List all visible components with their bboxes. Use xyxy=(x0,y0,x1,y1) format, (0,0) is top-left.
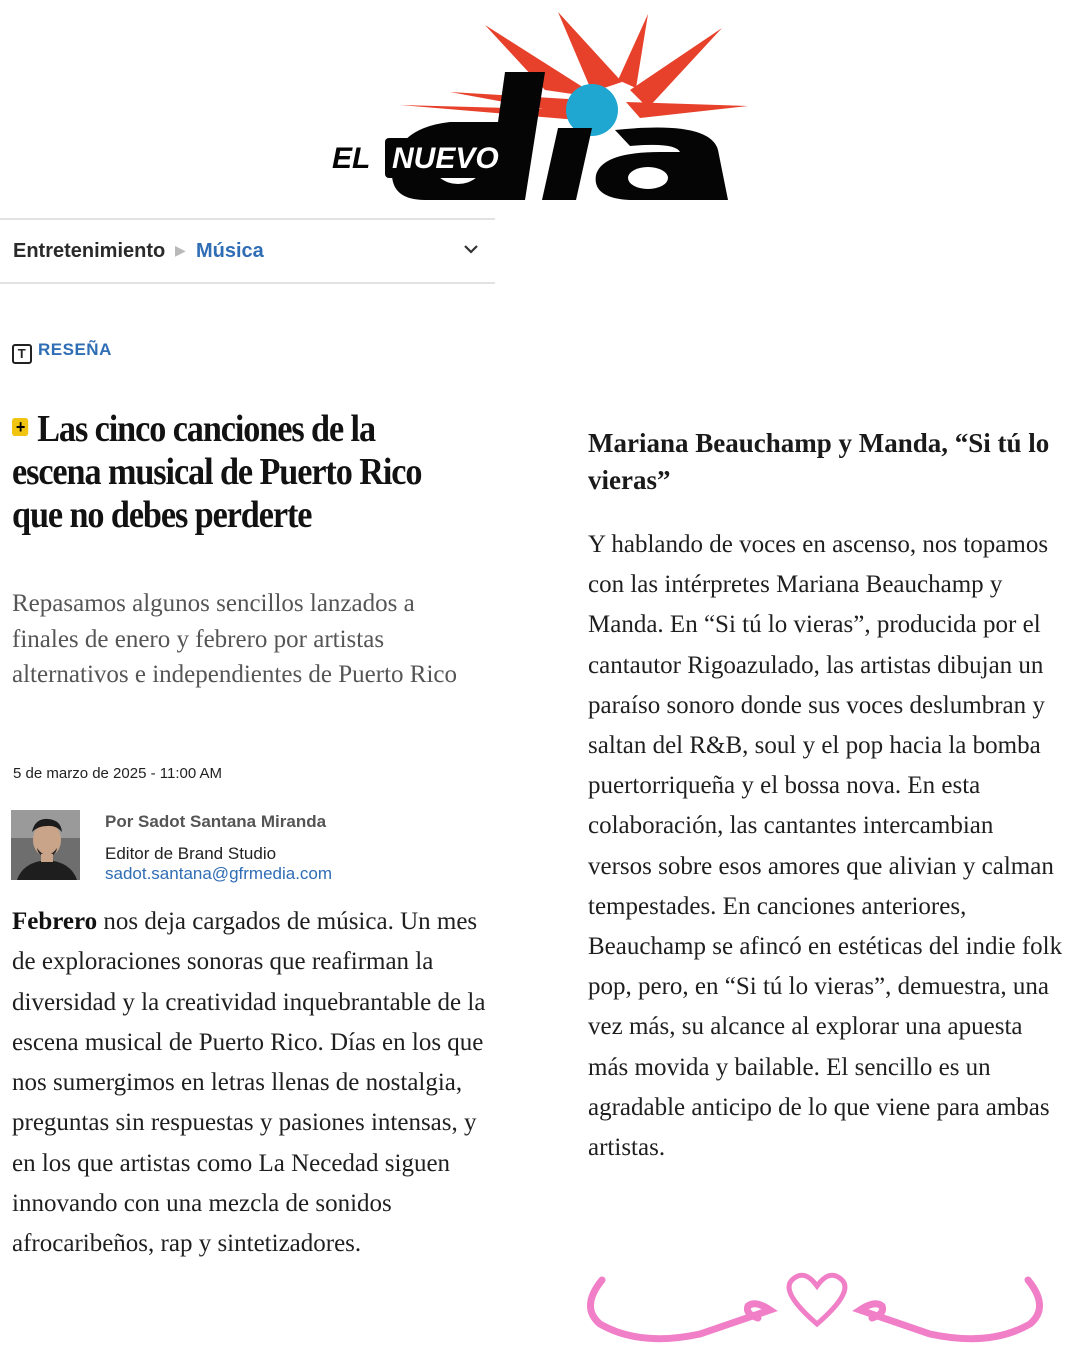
breadcrumb-separator-icon: ▶ xyxy=(175,242,186,258)
article-headline xyxy=(12,408,444,537)
breadcrumb xyxy=(0,218,495,284)
headline-text: Las cinco canciones de la escena musical de Puerto Rico que no debes perderte xyxy=(12,408,422,536)
author-email-link[interactable]: sadot.santana@gfrmedia.com xyxy=(105,864,333,883)
section-body: Y hablando de voces en ascenso, nos topamos con las intérpretes Mariana Beauchamp y Manda. En “Si tú lo vieras”, producida por el cantautor Rigoazulado, las artistas dibujan un paraíso sonoro donde sus voces deslumbran y saltan del R&B, soul y el pop hacia la bomba puertorriqueña y el bossa nova. En esta colaboración, las cantantes intercambian versos sobre esos amores que alivian y calman tempestades. En canciones anteriores, Beauchamp se afincó en estéticas del indie folk pop, pero, en “Si tú lo vieras”, demuestra, una vez más, su alcance al explorar una apuesta más movida y bailable. El sencillo es un agradable anticipo de lo que viene para ambas artistas. xyxy=(588,531,1063,1162)
el-nuevo-dia-logo[interactable] xyxy=(330,10,750,210)
section-title: Mariana Beauchamp y Manda, “Si tú lo vieras” xyxy=(588,428,1050,495)
article-subhead: Repasamos algunos sencillos lanzados a finales de enero y febrero por artistas alternativos e independientes de Puerto Rico xyxy=(12,590,458,688)
plus-badge-icon: + xyxy=(12,418,28,436)
breadcrumb-subsection[interactable]: Música xyxy=(196,240,264,262)
author-name[interactable]: Por Sadot Santana Miranda xyxy=(105,812,327,831)
intro-rest: nos deja cargados de música. Un mes de exploraciones sonoras que reafirman la diversidad y la creatividad inquebrantable de la escena musical de Puerto Rico. Días en los que nos sumergimos en letras llenas de nostalgia, preguntas sin respuestas y pasiones intensas, y en los que artistas como La Necedad siguen innovando con una mezcla de sonidos afrocaribeños, rap y sintetizadores. xyxy=(12,908,486,1258)
intro-lead: Febrero xyxy=(12,908,98,935)
logo-word-nuevo: NUEVO xyxy=(392,142,499,175)
article-kicker xyxy=(12,340,112,364)
logo-word-el: EL xyxy=(332,142,371,175)
author-role: Editor de Brand Studio xyxy=(105,844,277,863)
heart-swirl-icon xyxy=(580,1262,1050,1347)
text-review-icon: T xyxy=(12,344,32,364)
publish-date: 5 de marzo de 2025 - 11:00 AM xyxy=(13,765,223,782)
breadcrumb-section[interactable]: Entretenimiento xyxy=(13,240,166,262)
author-avatar[interactable] xyxy=(11,810,80,880)
article-intro-paragraph xyxy=(12,902,492,1265)
chevron-down-icon[interactable] xyxy=(462,240,480,258)
kicker-label: RESEÑA xyxy=(38,340,112,359)
